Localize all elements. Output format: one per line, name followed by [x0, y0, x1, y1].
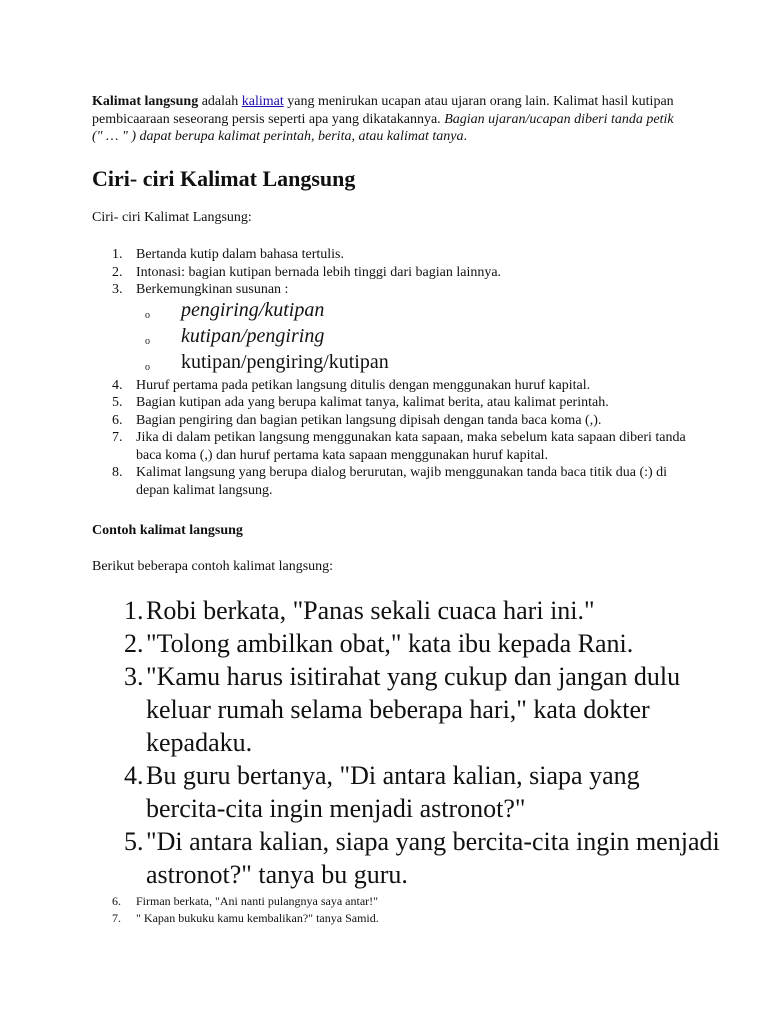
example-number: 5.: [124, 827, 144, 856]
example-number: 1.: [124, 596, 144, 625]
kalimat-link[interactable]: kalimat: [241, 94, 284, 109]
list-item: [92, 377, 692, 395]
sub-list-item: [92, 351, 692, 377]
circle-bullet-icon: o: [145, 361, 150, 373]
sub-list-text: pengiring/kutipan: [181, 298, 325, 321]
list-item: [92, 429, 692, 464]
section-heading: Ciri- ciri Kalimat Langsung: [92, 166, 356, 191]
circle-bullet-icon: o: [145, 335, 150, 347]
list-text: Bagian kutipan ada yang berupa kalimat tanya, kalimat berita, atau kalimat perintah.: [136, 395, 609, 410]
list-item: [92, 412, 692, 430]
example-text: " Kapan bukuku kamu kembalikan?" tanya Samid.: [136, 911, 379, 925]
example-number: 4.: [124, 761, 144, 790]
sub-list-item: [92, 299, 692, 325]
examples-heading: Contoh kalimat langsung: [92, 523, 243, 538]
example-item: [124, 660, 724, 759]
section-lead: Ciri- ciri Kalimat Langsung:: [92, 210, 252, 225]
examples-large-list: [124, 594, 724, 891]
list-text: Kalimat langsung yang berupa dialog berurutan, wajib menggunakan tanda baca titik dua (:) di depan kalimat langsung.: [136, 465, 668, 498]
example-number: 2.: [124, 629, 144, 658]
list-text: Intonasi: bagian kutipan bernada lebih tinggi dari bagian lainnya.: [136, 264, 502, 280]
sub-list-text: kutipan/pengiring/kutipan: [181, 350, 389, 373]
example-text: Firman berkata, "Ani nanti pulangnya saya antar!": [136, 894, 379, 908]
example-item: [124, 825, 724, 891]
list-text: Bertanda kutip dalam bahasa tertulis.: [136, 247, 344, 262]
list-number: 4.: [112, 377, 123, 393]
example-item: [124, 627, 724, 660]
examples-small-list: [92, 893, 592, 927]
list-number: 1.: [112, 247, 123, 262]
example-item: [92, 910, 592, 927]
intro-text-1: adalah: [198, 94, 242, 109]
example-text: "Kamu harus isitirahat yang cukup dan jangan dulu keluar rumah selama beberapa hari," kata dokter kepadaku.: [146, 662, 681, 757]
list-number: 7.: [112, 430, 123, 445]
list-item: [92, 264, 692, 282]
example-text: "Di antara kalian, siapa yang bercita-cita ingin menjadi astronot?" tanya bu guru.: [146, 827, 720, 889]
circle-bullet-icon: o: [145, 309, 150, 321]
intro-text-2: yang menirukan ucapan atau ujaran orang lain. Kalimat hasil kutipan pembicaaraan seseorang persis seperti apa yang dikatakannya.: [92, 94, 674, 127]
list-number: 2.: [112, 264, 123, 280]
list-number: 5.: [112, 395, 123, 410]
intro-term: Kalimat langsung: [92, 94, 199, 109]
list-item: [92, 246, 692, 264]
sub-list-text: kutipan/pengiring: [181, 324, 325, 347]
list-text: Berkemungkinan susunan :: [136, 282, 289, 297]
list-item: [92, 394, 692, 412]
list-text: Bagian pengiring dan bagian petikan langsung dipisah dengan tanda baca koma (,).: [136, 412, 602, 428]
examples-lead: Berikut beberapa contoh kalimat langsung:: [92, 559, 334, 574]
intro-end: .: [463, 129, 467, 144]
list-text: Huruf pertama pada petikan langsung ditulis dengan menggunakan huruf kapital.: [136, 377, 591, 393]
example-text: "Tolong ambilkan obat," kata ibu kepada Rani.: [146, 629, 634, 658]
example-number: 6.: [112, 894, 121, 908]
sub-list-item: [92, 325, 692, 351]
example-item: [92, 893, 592, 910]
list-number: 8.: [112, 465, 123, 480]
list-text: Jika di dalam petikan langsung menggunakan kata sapaan, maka sebelum kata sapaan diberi tanda baca koma (,) dan huruf pertama kata sapaan menggunakan huruf kapital.: [136, 430, 686, 463]
example-text: Bu guru bertanya, "Di antara kalian, siapa yang bercita-cita ingin menjadi astronot?": [146, 761, 640, 823]
intro-paragraph: [92, 93, 682, 146]
example-item: [124, 594, 724, 627]
list-number: 3.: [112, 282, 123, 297]
example-number: 3.: [124, 662, 144, 691]
intro-italic: Bagian ujaran/ucapan diberi tanda petik (" … " ) dapat berupa kalimat perintah, berita, atau kalimat tanya: [92, 111, 674, 144]
features-list: [92, 246, 692, 499]
list-number: 6.: [112, 412, 123, 428]
example-number: 7.: [112, 911, 121, 925]
list-item: [92, 464, 692, 499]
example-item: [124, 759, 724, 825]
example-text: Robi berkata, "Panas sekali cuaca hari ini.": [146, 596, 595, 625]
